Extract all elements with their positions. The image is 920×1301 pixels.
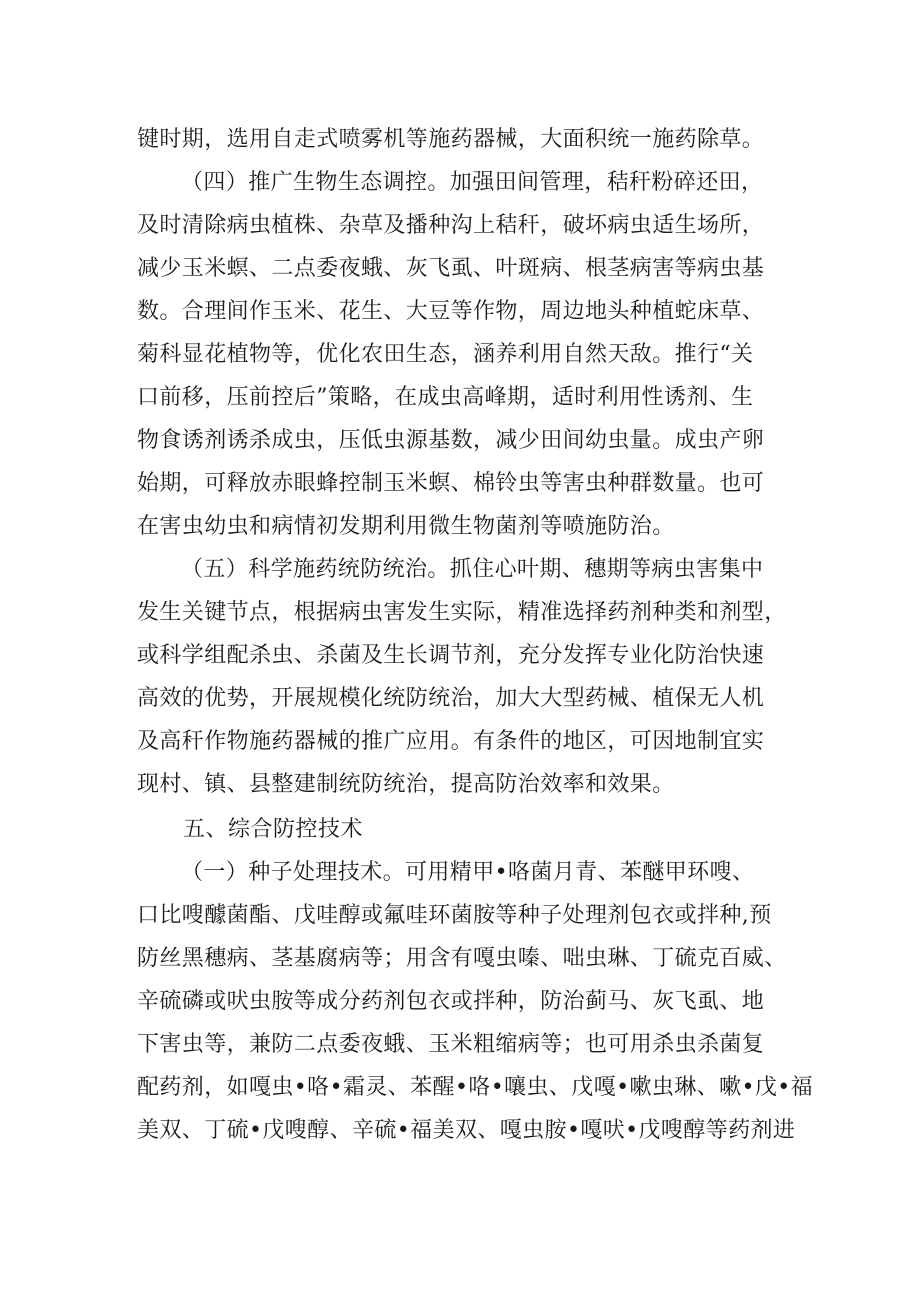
paragraph-line: 配药剂，如嘎虫•咯•霜灵、苯醒•咯•嚷虫、戊嘎•嗽虫琳、嗽•戊•福: [137, 1075, 814, 1100]
paragraph-line: 始期，可释放赤眼蜂控制玉米螟、棉铃虫等害虫种群数量。也可: [137, 471, 765, 496]
paragraph-line: 下害虫等，兼防二点委夜蛾、玉米粗缩病等；也可用杀虫杀菌复: [137, 1032, 765, 1057]
paragraph-line: （四）推广生物生态调控。加强田间管理，秸秆粉碎还田，: [181, 170, 764, 195]
paragraph-line: 口前移，压前控后”策略，在成虫高峰期，适时利用性诱剂、生: [137, 385, 754, 410]
paragraph-line: 物食诱剂诱杀成虫，压低虫源基数，减少田间幼虫量。成虫产卵: [137, 428, 765, 453]
paragraph-line: 菊科显花植物等，优化农田生态，涵养利用自然天敌。推行“关: [137, 342, 754, 367]
paragraph-line: 辛硫磷或吠虫胺等成分药剂包衣或拌种，防治蓟马、灰飞虱、地: [137, 989, 765, 1014]
section-heading: 五、综合防控技术: [183, 817, 364, 842]
paragraph-line: 数。合理间作玉米、花生、大豆等作物，周边地头种植蛇床草、: [137, 299, 765, 324]
paragraph-line: 现村、镇、县整建制统防统治，提高防治效率和效果。: [137, 772, 675, 797]
paragraph-line: 美双、丁硫•戊嗖醇、辛硫•福美双、嘎虫胺•嘎吠•戊嗖醇等药剂进: [137, 1118, 796, 1143]
paragraph-line: 口比嗖醵菌酯、戊哇醇或氟哇环菌胺等种子处理剂包衣或拌种,预: [137, 903, 772, 928]
paragraph-line: 高效的优势，开展规模化统防统治，加大大型药械、植保无人机: [137, 686, 765, 711]
paragraph-line: （一）种子处理技术。可用精甲•咯菌月青、苯醚甲环嗖、: [181, 860, 755, 885]
paragraph-line: 在害虫幼虫和病情初发期利用微生物菌剂等喷施防治。: [137, 514, 675, 539]
paragraph-line: 发生关键节点，根据病虫害发生实际，精准选择药剂种类和剂型，: [137, 600, 787, 625]
paragraph-line: 及时清除病虫植株、杂草及播种沟上秸秆，破坏病虫适生场所，: [137, 213, 765, 238]
paragraph-line: 减少玉米螟、二点委夜蛾、灰飞虱、叶斑病、根茎病害等病虫基: [137, 256, 765, 281]
paragraph-line: 键时期，选用自走式喷雾机等施药器械，大面积统一施药除草。: [137, 127, 765, 152]
paragraph-line: 或科学组配杀虫、杀菌及生长调节剂，充分发挥专业化防治快速: [137, 643, 765, 668]
paragraph-line: 防丝黑穗病、茎基腐病等；用含有嘎虫嗪、咄虫琳、丁硫克百威、: [137, 946, 787, 971]
paragraph-line: 及高秆作物施药器械的推广应用。有条件的地区，可因地制宜实: [137, 729, 765, 754]
paragraph-line: （五）科学施药统防统治。抓住心叶期、穗期等病虫害集中: [181, 557, 764, 582]
